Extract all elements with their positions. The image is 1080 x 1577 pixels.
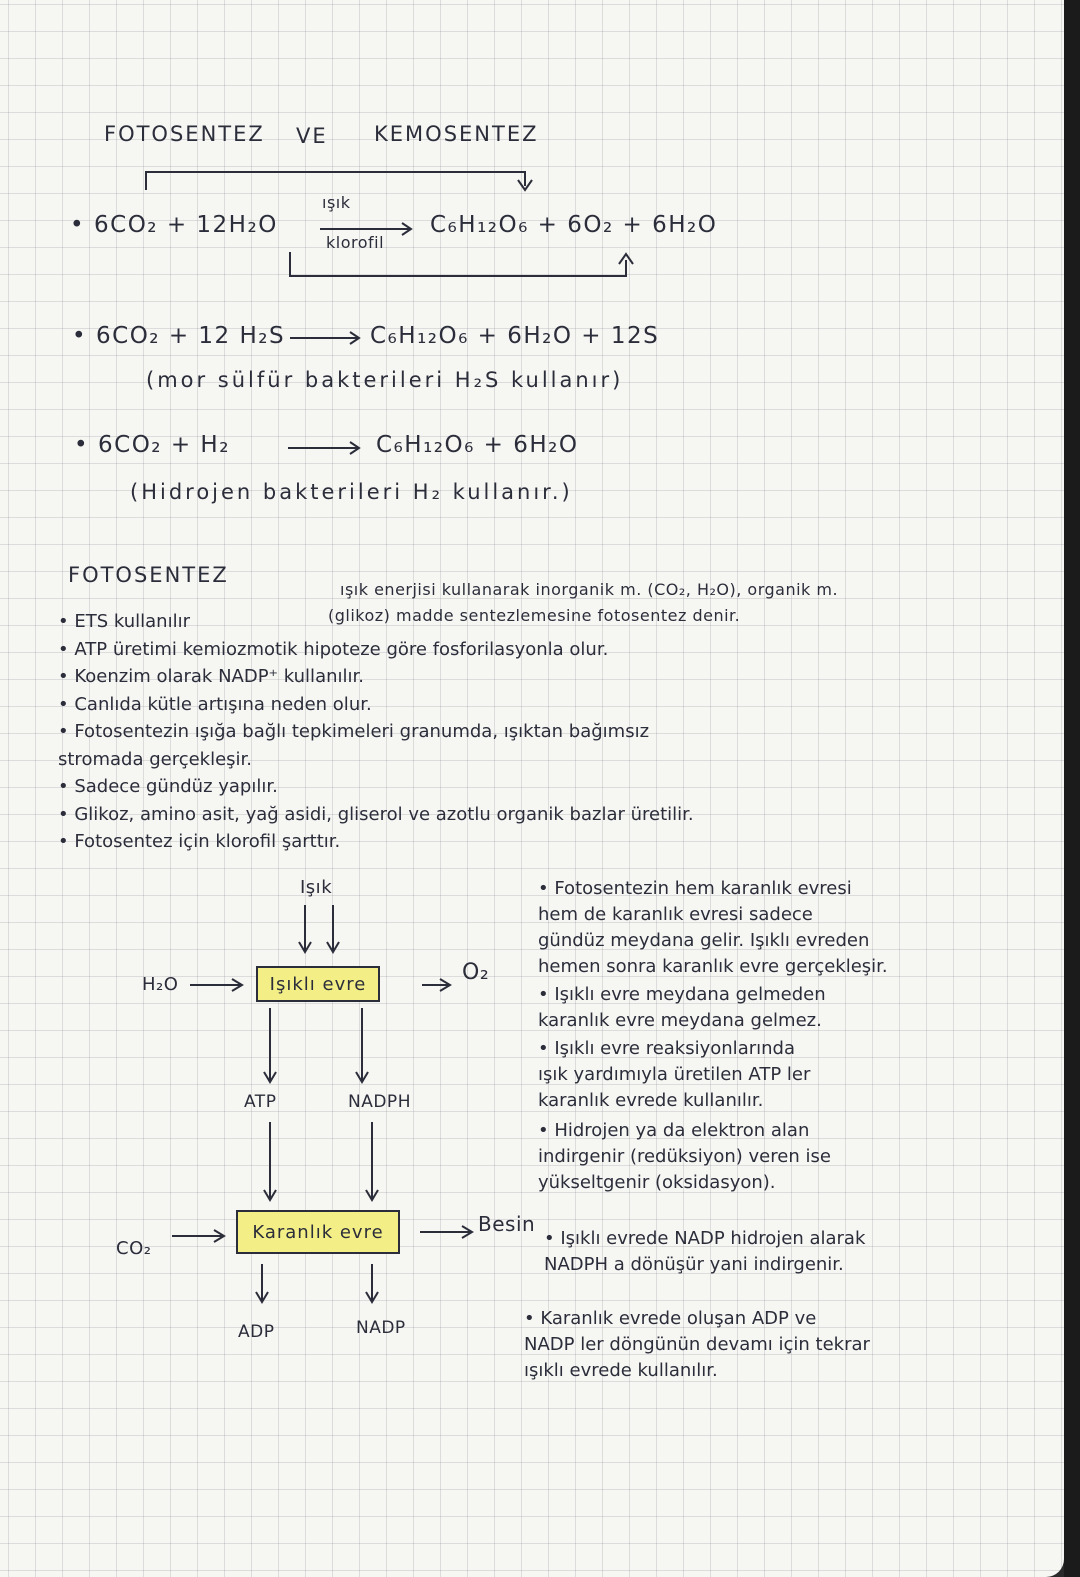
note-atp-kullanimi: • Işıklı evre reaksiyonlarında ışık yardımıyla üretilen ATP ler karanlık evrede kullanılır.: [538, 1038, 811, 1111]
eq1-light-label: ışık: [322, 193, 351, 212]
diagram-nadp-label: NADP: [356, 1318, 406, 1338]
bullet-ets: • ETS kullanılır: [58, 611, 190, 632]
diagram-nadph-label: NADPH: [348, 1092, 411, 1112]
diagram-co2-label: CO₂: [116, 1238, 152, 1259]
page-title-kemosentez: KEMOSENTEZ: [374, 122, 539, 146]
eq2-note: (mor sülfür bakterileri H₂S kullanır): [146, 368, 624, 392]
bullet-stroma: stromada gerçekleşir.: [58, 748, 253, 770]
eq3-reactants: 6CO₂ + H₂: [98, 432, 230, 458]
page-title-ve: VE: [296, 124, 328, 148]
diagram-atp-label: ATP: [244, 1092, 277, 1112]
dark-phase-box: Karanlık evre: [236, 1210, 400, 1254]
page-edge-shadow: [1064, 0, 1080, 1577]
note-indirgenme: • Hidrojen ya da elektron alan indirgenir (redüksiyon) veren ise yükseltgenir (oksidasyon).: [538, 1120, 831, 1193]
eq3-note: (Hidrojen bakterileri H₂ kullanır.): [130, 480, 573, 504]
diagram-adp-label: ADP: [238, 1322, 275, 1342]
bullet-granum: • Fotosentezin ışığa bağlı tepkimeleri granumda, ışıktan bağımsız: [58, 721, 650, 742]
bullet-gunduz: • Sadece gündüz yapılır.: [58, 776, 278, 797]
note-dongu: • Karanlık evrede oluşan ADP ve NADP ler döngünün devamı için tekrar ışıklı evrede kullanılır.: [524, 1308, 870, 1381]
bullet-kutle: • Canlıda kütle artışına neden olur.: [58, 693, 372, 715]
definition-line-2: (glikoz) madde sentezlemesine fotosentez denir.: [328, 606, 741, 625]
page-title-fotosentez: FOTOSENTEZ: [104, 122, 265, 146]
eq3-bullet: •: [74, 432, 90, 458]
eq1-products: C₆H₁₂O₆ + 6O₂ + 6H₂O: [430, 212, 718, 238]
eq2-bullet: •: [72, 323, 88, 349]
diagram-water-label: H₂O: [142, 974, 179, 995]
note-karanlik-evre: • Fotosentezin hem karanlık evresi hem de karanlık evresi sadece gündüz meydana gelir. Işıklı evreden hemen sonra karanlık evre gerçekleşir.: [538, 878, 888, 977]
bullet-koenzim: • Koenzim olarak NADP⁺ kullanılır.: [58, 666, 364, 687]
eq1-bullet: •: [70, 212, 86, 238]
diagram-oxygen-label: O₂: [462, 960, 490, 985]
eq1-chlorophyll-label: klorofil: [326, 233, 385, 252]
note-isikli-evre: • Işıklı evre meydana gelmeden karanlık evre meydana gelmez.: [538, 984, 826, 1031]
diagram-light-label: Işık: [300, 877, 333, 898]
eq3-products: C₆H₁₂O₆ + 6H₂O: [376, 432, 579, 458]
light-phase-box: Işıklı evre: [256, 966, 380, 1002]
bullet-klorofil: • Fotosentez için klorofil şarttır.: [58, 831, 341, 852]
section-heading: FOTOSENTEZ: [68, 563, 229, 587]
note-nadph: • Işıklı evrede NADP hidrojen alarak NADPH a dönüşür yani indirgenir.: [544, 1228, 866, 1275]
eq1-reactants: 6CO₂ + 12H₂O: [94, 212, 278, 238]
eq2-reactants: 6CO₂ + 12 H₂S: [96, 323, 286, 349]
eq2-products: C₆H₁₂O₆ + 6H₂O + 12S: [370, 323, 660, 349]
bullet-urunler: • Glikoz, amino asit, yağ asidi, gliserol ve azotlu organik bazlar üretilir.: [58, 803, 694, 825]
bullet-atp: • ATP üretimi kemiozmotik hipoteze göre fosforilasyonla olur.: [58, 638, 609, 660]
diagram-food-label: Besin: [478, 1212, 536, 1236]
definition-line-1: ışık enerjisi kullanarak inorganik m. (CO₂, H₂O), organik m.: [340, 580, 839, 599]
